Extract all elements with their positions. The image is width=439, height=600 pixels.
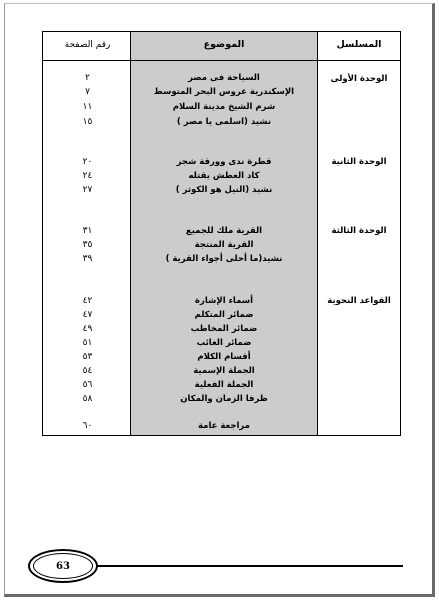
topic-entry: ضمائر الغائب (196, 338, 252, 348)
topic-entry: نشيد (النيل هو الكوثر ) (175, 185, 273, 195)
page-number-oval (33, 553, 93, 579)
topic-entry: القرية ملك للجميع (185, 226, 263, 236)
page-number: ١١ (82, 102, 93, 112)
footer-page-number: 63 (56, 560, 70, 572)
page-number: ٧ (85, 87, 90, 97)
header-divider (43, 60, 400, 61)
page-number: ٣١ (82, 226, 93, 236)
page-number: ٥٣ (82, 352, 93, 362)
topic-entry: نشيد (اسلمى يا مصر ) (176, 117, 272, 127)
topic-column (130, 32, 318, 435)
serial-column (318, 32, 400, 435)
topic-entry: الإسكندرية عروس البحر المتوسط (153, 87, 295, 97)
topic-header: الموضوع (203, 39, 245, 50)
topic-entry: ظرفا الزمان والمكان (180, 394, 268, 404)
topic-entry: قطرة ندى وورقة شجر (176, 157, 272, 167)
page-number-header: رقم الصفحة (64, 40, 111, 50)
page-number-badge (28, 549, 98, 583)
page-number: ٣٩ (82, 254, 93, 264)
page-number: ٤٩ (82, 324, 93, 334)
page-number: ٢٤ (82, 171, 93, 181)
topic-entry: شرم الشيخ مدينة السلام (172, 102, 276, 112)
serial-header: المسلسل (336, 39, 382, 50)
topic-entry: نشيد(ما أحلى أجواء القرية ) (165, 254, 283, 264)
page-number: ٤٢ (82, 296, 93, 306)
unit-label: الوحدة الأولى (330, 74, 388, 84)
topic-entry: القرية المنتجة (194, 240, 254, 250)
topic-entry: أسماء الإشارة (194, 296, 254, 306)
page-number: ١٥ (82, 117, 93, 127)
page-number: ٥٤ (82, 366, 93, 376)
topic-entry: ضمائر المخاطب (190, 324, 258, 334)
topic-entry: مراجعة عامة (198, 421, 250, 431)
page-number-column (43, 32, 132, 435)
topic-entry: أقسام الكلام (197, 352, 251, 362)
page-number: ٢٧ (82, 185, 93, 195)
unit-label: الوحدة الثالثة (331, 226, 387, 236)
topic-entry: كاد العطش يقتله (188, 171, 260, 181)
page-number: ٢٠ (82, 157, 93, 167)
page-number: ٥٦ (82, 380, 93, 390)
footer-rule (98, 565, 403, 567)
page-number: ٦٠ (82, 421, 93, 431)
topic-entry: الجملة الفعلية (194, 380, 254, 390)
page-number: ٢ (85, 73, 90, 83)
page-number: ٣٥ (82, 240, 93, 250)
table-of-contents (42, 31, 401, 436)
unit-label: الوحدة الثانية (331, 157, 387, 167)
topic-entry: السياحة فى مصر (188, 73, 260, 83)
page-number: ٤٧ (82, 310, 93, 320)
unit-label: القواعد النحوية (327, 296, 391, 306)
topic-entry: الجملة الإسمية (193, 366, 255, 376)
page-number: ٥٨ (82, 394, 93, 404)
page-number: ٥١ (82, 338, 93, 348)
topic-entry: ضمائر المتكلم (194, 310, 254, 320)
